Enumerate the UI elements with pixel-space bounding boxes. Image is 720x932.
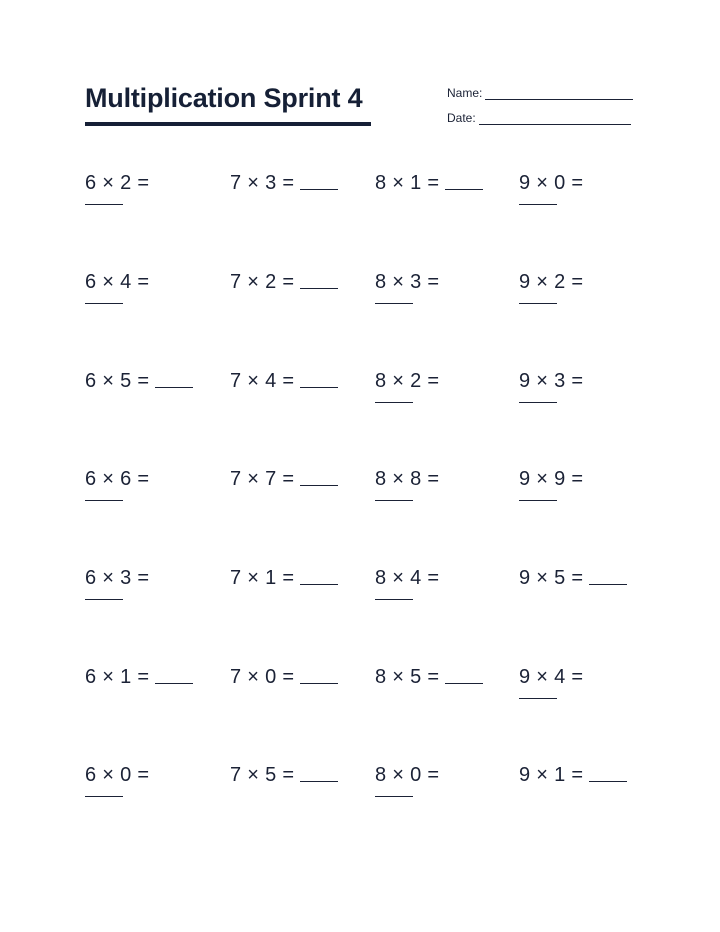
problem-item <box>85 561 230 600</box>
answer-blank[interactable] <box>375 796 413 797</box>
name-label: Name: <box>447 86 483 100</box>
problem-equation: 7 × 5 = <box>230 764 295 786</box>
problem-equation: 8 × 5 = <box>375 666 440 688</box>
title-underline <box>85 122 371 126</box>
answer-blank[interactable] <box>589 566 627 585</box>
problem-item <box>230 265 375 299</box>
problem-equation: 9 × 0 = <box>519 172 584 194</box>
problem-item <box>85 364 230 398</box>
problem-equation: 6 × 1 = <box>85 666 150 688</box>
problem-equation: 7 × 2 = <box>230 271 295 293</box>
problem-equation: 7 × 1 = <box>230 567 295 589</box>
answer-blank[interactable] <box>300 369 338 388</box>
problem-item <box>230 462 375 496</box>
answer-blank[interactable] <box>300 665 338 684</box>
problem-equation: 6 × 2 = <box>85 172 150 194</box>
problem-equation: 9 × 5 = <box>519 567 584 589</box>
answer-blank[interactable] <box>375 599 413 600</box>
name-field <box>447 86 633 100</box>
problem-equation: 8 × 2 = <box>375 370 440 392</box>
problem-item <box>375 758 520 797</box>
problem-equation: 9 × 4 = <box>519 666 584 688</box>
problem-item <box>375 660 520 694</box>
problem-equation: 7 × 0 = <box>230 666 295 688</box>
answer-blank[interactable] <box>85 796 123 797</box>
problem-equation: 8 × 1 = <box>375 172 440 194</box>
answer-blank[interactable] <box>85 599 123 600</box>
answer-blank[interactable] <box>519 402 557 403</box>
problem-item <box>375 561 520 600</box>
problem-item <box>85 265 230 304</box>
problem-equation: 8 × 0 = <box>375 764 440 786</box>
problem-item <box>230 561 375 595</box>
problem-item <box>85 758 230 797</box>
problem-item <box>375 166 520 200</box>
problem-item <box>519 660 664 699</box>
problem-item <box>85 166 230 205</box>
problem-equation: 8 × 3 = <box>375 271 440 293</box>
answer-blank[interactable] <box>300 171 338 190</box>
problem-item <box>519 265 664 304</box>
problem-item <box>85 462 230 501</box>
answer-blank[interactable] <box>300 270 338 289</box>
name-blank-line[interactable] <box>485 88 633 100</box>
problem-item <box>519 166 664 205</box>
problem-item <box>519 758 664 792</box>
problem-item <box>375 462 520 501</box>
problem-equation: 6 × 5 = <box>85 370 150 392</box>
answer-blank[interactable] <box>375 303 413 304</box>
answer-blank[interactable] <box>155 665 193 684</box>
problem-item <box>519 462 664 501</box>
answer-blank[interactable] <box>85 204 123 205</box>
problem-equation: 9 × 3 = <box>519 370 584 392</box>
problem-equation: 9 × 2 = <box>519 271 584 293</box>
answer-blank[interactable] <box>300 763 338 782</box>
problem-equation: 7 × 3 = <box>230 172 295 194</box>
answer-blank[interactable] <box>519 500 557 501</box>
problem-item <box>519 561 664 595</box>
problem-equation: 9 × 1 = <box>519 764 584 786</box>
problem-equation: 6 × 6 = <box>85 468 150 490</box>
answer-blank[interactable] <box>300 467 338 486</box>
answer-blank[interactable] <box>300 566 338 585</box>
answer-blank[interactable] <box>85 303 123 304</box>
answer-blank[interactable] <box>589 763 627 782</box>
answer-blank[interactable] <box>445 665 483 684</box>
page-title: Multiplication Sprint 4 <box>85 83 363 113</box>
answer-blank[interactable] <box>445 171 483 190</box>
problem-equation: 7 × 4 = <box>230 370 295 392</box>
problem-equation: 6 × 0 = <box>85 764 150 786</box>
answer-blank[interactable] <box>519 204 557 205</box>
problem-equation: 6 × 4 = <box>85 271 150 293</box>
date-field <box>447 111 631 125</box>
date-blank-line[interactable] <box>479 113 631 125</box>
answer-blank[interactable] <box>375 402 413 403</box>
problem-item <box>230 660 375 694</box>
answer-blank[interactable] <box>519 303 557 304</box>
problem-item <box>375 265 520 304</box>
date-label: Date: <box>447 111 476 125</box>
problem-equation: 9 × 9 = <box>519 468 584 490</box>
problem-equation: 6 × 3 = <box>85 567 150 589</box>
problem-item <box>375 364 520 403</box>
problem-item <box>519 364 664 403</box>
answer-blank[interactable] <box>85 500 123 501</box>
problem-equation: 8 × 8 = <box>375 468 440 490</box>
answer-blank[interactable] <box>519 698 557 699</box>
problem-item <box>85 660 230 694</box>
problem-equation: 8 × 4 = <box>375 567 440 589</box>
problem-item <box>230 166 375 200</box>
answer-blank[interactable] <box>375 500 413 501</box>
problem-equation: 7 × 7 = <box>230 468 295 490</box>
problem-item <box>230 364 375 398</box>
answer-blank[interactable] <box>155 369 193 388</box>
problem-item <box>230 758 375 792</box>
